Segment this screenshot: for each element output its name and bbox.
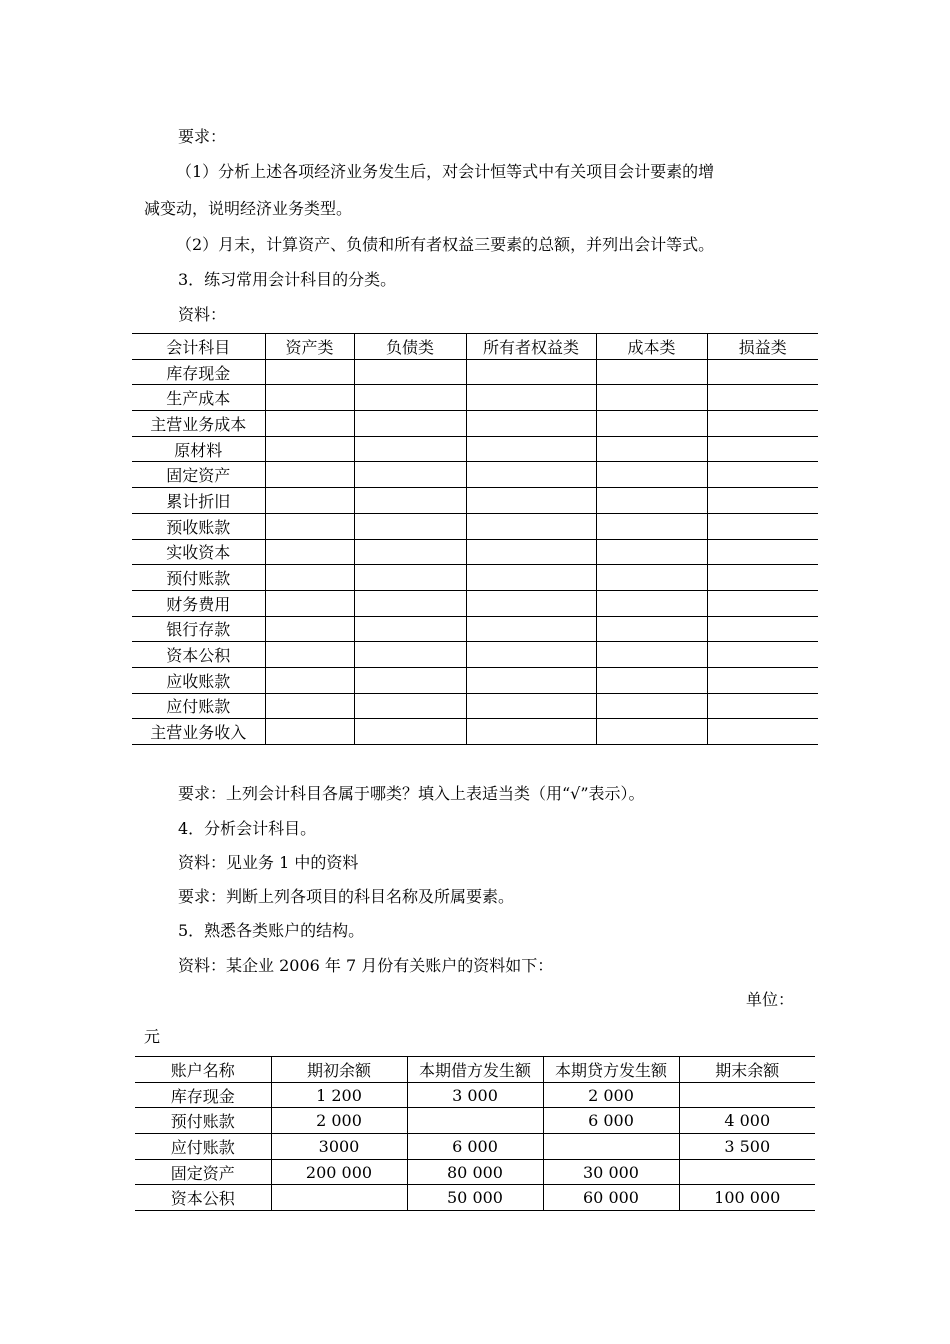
account-name-cell: 预收账款 bbox=[132, 513, 265, 539]
column-header: 负债类 bbox=[354, 334, 466, 360]
unit-value: 元 bbox=[144, 1027, 161, 1046]
amount-cell[interactable]: 3 000 bbox=[407, 1082, 543, 1108]
account-name-cell: 应收账款 bbox=[132, 667, 265, 693]
classification-cell[interactable] bbox=[265, 539, 354, 565]
amount-cell[interactable] bbox=[543, 1134, 679, 1160]
account-name-cell: 实收资本 bbox=[132, 539, 265, 565]
classification-cell[interactable] bbox=[354, 642, 466, 668]
account-classification-table bbox=[132, 333, 818, 745]
account-name-cell: 原材料 bbox=[132, 436, 265, 462]
requirement-1-continued: 减变动，说明经济业务类型。 bbox=[144, 199, 353, 218]
classification-cell[interactable] bbox=[596, 565, 707, 591]
classification-cell[interactable] bbox=[596, 719, 707, 745]
classification-cell[interactable] bbox=[265, 616, 354, 642]
classification-cell[interactable] bbox=[265, 513, 354, 539]
classification-cell[interactable] bbox=[466, 642, 596, 668]
exercise-3-title: 3．练习常用会计科目的分类。 bbox=[178, 270, 397, 289]
amount-cell[interactable] bbox=[407, 1108, 543, 1134]
classification-cell[interactable] bbox=[707, 385, 818, 411]
classification-cell[interactable] bbox=[466, 513, 596, 539]
classification-cell[interactable] bbox=[354, 719, 466, 745]
table-row bbox=[135, 1134, 815, 1160]
table-header-row bbox=[135, 1057, 815, 1083]
exercise-5-data: 资料：某企业 2006 年 7 月份有关账户的资料如下： bbox=[178, 956, 554, 975]
table-row bbox=[132, 462, 818, 488]
amount-cell[interactable]: 2 000 bbox=[271, 1108, 407, 1134]
column-header: 账户名称 bbox=[135, 1057, 271, 1083]
amount-cell[interactable]: 200 000 bbox=[271, 1159, 407, 1185]
classification-cell[interactable] bbox=[596, 436, 707, 462]
account-name-cell: 库存现金 bbox=[135, 1082, 271, 1108]
amount-cell[interactable]: 6 000 bbox=[543, 1108, 679, 1134]
classification-cell[interactable] bbox=[707, 616, 818, 642]
table-row bbox=[132, 411, 818, 437]
amount-cell[interactable]: 50 000 bbox=[407, 1185, 543, 1211]
table-row bbox=[132, 385, 818, 411]
exercise-4-requirement: 要求：判断上列各项目的科目名称及所属要素。 bbox=[178, 887, 515, 906]
exercise-5-title: 5．熟悉各类账户的结构。 bbox=[178, 921, 365, 940]
amount-cell[interactable]: 1 200 bbox=[271, 1082, 407, 1108]
table-row bbox=[135, 1159, 815, 1185]
classification-cell[interactable] bbox=[354, 513, 466, 539]
requirement-1: （1）分析上述各项经济业务发生后，对会计恒等式中有关项目会计要素的增 bbox=[176, 162, 715, 181]
classification-cell[interactable] bbox=[596, 642, 707, 668]
classification-cell[interactable] bbox=[265, 642, 354, 668]
account-name-cell: 预付账款 bbox=[135, 1108, 271, 1134]
amount-cell[interactable] bbox=[271, 1185, 407, 1211]
classification-cell[interactable] bbox=[265, 411, 354, 437]
amount-cell[interactable]: 6 000 bbox=[407, 1134, 543, 1160]
table-header-row bbox=[132, 334, 818, 360]
classification-cell[interactable] bbox=[466, 616, 596, 642]
classification-cell[interactable] bbox=[596, 590, 707, 616]
account-name-cell: 预付账款 bbox=[132, 565, 265, 591]
classification-cell[interactable] bbox=[354, 693, 466, 719]
exercise-3-data-label: 资料： bbox=[178, 305, 227, 324]
column-header: 会计科目 bbox=[132, 334, 265, 360]
column-header: 期初余额 bbox=[271, 1057, 407, 1083]
classification-cell[interactable] bbox=[596, 488, 707, 514]
column-header: 期末余额 bbox=[679, 1057, 815, 1083]
table-row bbox=[132, 436, 818, 462]
table-row bbox=[132, 488, 818, 514]
classification-cell[interactable] bbox=[265, 462, 354, 488]
account-name-cell: 生产成本 bbox=[132, 385, 265, 411]
classification-cell[interactable] bbox=[466, 488, 596, 514]
account-name-cell: 应付账款 bbox=[135, 1134, 271, 1160]
account-name-cell: 累计折旧 bbox=[132, 488, 265, 514]
amount-cell[interactable]: 3 500 bbox=[679, 1134, 815, 1160]
classification-cell[interactable] bbox=[265, 565, 354, 591]
account-balances-table bbox=[135, 1056, 815, 1211]
classification-cell[interactable] bbox=[707, 539, 818, 565]
table-row bbox=[135, 1082, 815, 1108]
amount-cell[interactable]: 30 000 bbox=[543, 1159, 679, 1185]
table-row bbox=[132, 565, 818, 591]
account-name-cell: 财务费用 bbox=[132, 590, 265, 616]
classification-cell[interactable] bbox=[354, 539, 466, 565]
classification-cell[interactable] bbox=[354, 462, 466, 488]
classification-cell[interactable] bbox=[707, 667, 818, 693]
table-row bbox=[132, 616, 818, 642]
account-name-cell: 主营业务成本 bbox=[132, 411, 265, 437]
classification-cell[interactable] bbox=[354, 411, 466, 437]
classification-cell[interactable] bbox=[596, 693, 707, 719]
classification-cell[interactable] bbox=[707, 359, 818, 385]
column-header: 本期贷方发生额 bbox=[543, 1057, 679, 1083]
classification-cell[interactable] bbox=[707, 642, 818, 668]
requirement-2: （2）月末，计算资产、负债和所有者权益三要素的总额，并列出会计等式。 bbox=[176, 235, 715, 254]
classification-cell[interactable] bbox=[354, 385, 466, 411]
exercise-3-requirement: 要求：上列会计科目各属于哪类？填入上表适当类（用“√”表示）。 bbox=[178, 784, 645, 803]
amount-cell[interactable]: 100 000 bbox=[679, 1185, 815, 1211]
classification-cell[interactable] bbox=[466, 385, 596, 411]
classification-cell[interactable] bbox=[707, 565, 818, 591]
classification-cell[interactable] bbox=[596, 385, 707, 411]
classification-cell[interactable] bbox=[707, 411, 818, 437]
classification-cell[interactable] bbox=[707, 462, 818, 488]
classification-cell[interactable] bbox=[596, 359, 707, 385]
classification-cell[interactable] bbox=[596, 513, 707, 539]
table-row bbox=[132, 667, 818, 693]
table-row bbox=[135, 1108, 815, 1134]
classification-cell[interactable] bbox=[707, 488, 818, 514]
account-name-cell: 应付账款 bbox=[132, 693, 265, 719]
classification-cell[interactable] bbox=[265, 359, 354, 385]
account-name-cell: 银行存款 bbox=[132, 616, 265, 642]
classification-cell[interactable] bbox=[466, 565, 596, 591]
classification-cell[interactable] bbox=[596, 462, 707, 488]
classification-cell[interactable] bbox=[596, 616, 707, 642]
account-name-cell: 固定资产 bbox=[135, 1159, 271, 1185]
classification-cell[interactable] bbox=[707, 719, 818, 745]
classification-cell[interactable] bbox=[707, 693, 818, 719]
column-header: 成本类 bbox=[596, 334, 707, 360]
classification-cell[interactable] bbox=[707, 436, 818, 462]
classification-cell[interactable] bbox=[354, 667, 466, 693]
classification-cell[interactable] bbox=[354, 590, 466, 616]
column-header: 所有者权益类 bbox=[466, 334, 596, 360]
classification-cell[interactable] bbox=[354, 359, 466, 385]
classification-cell[interactable] bbox=[596, 667, 707, 693]
classification-cell[interactable] bbox=[354, 565, 466, 591]
classification-cell[interactable] bbox=[466, 539, 596, 565]
account-name-cell: 主营业务收入 bbox=[132, 719, 265, 745]
classification-cell[interactable] bbox=[596, 539, 707, 565]
classification-cell[interactable] bbox=[707, 513, 818, 539]
classification-cell[interactable] bbox=[265, 488, 354, 514]
amount-cell[interactable] bbox=[679, 1159, 815, 1185]
table-row bbox=[132, 539, 818, 565]
classification-cell[interactable] bbox=[354, 488, 466, 514]
classification-cell[interactable] bbox=[707, 590, 818, 616]
classification-cell[interactable] bbox=[265, 385, 354, 411]
classification-cell[interactable] bbox=[466, 462, 596, 488]
classification-cell[interactable] bbox=[466, 693, 596, 719]
column-header: 资产类 bbox=[265, 334, 354, 360]
classification-cell[interactable] bbox=[596, 411, 707, 437]
classification-cell[interactable] bbox=[466, 436, 596, 462]
classification-cell[interactable] bbox=[265, 667, 354, 693]
account-name-cell: 资本公积 bbox=[135, 1185, 271, 1211]
classification-cell[interactable] bbox=[354, 436, 466, 462]
column-header: 损益类 bbox=[707, 334, 818, 360]
table-row bbox=[132, 513, 818, 539]
exercise-4-title: 4．分析会计科目。 bbox=[178, 819, 317, 838]
amount-cell[interactable]: 3000 bbox=[271, 1134, 407, 1160]
table-row bbox=[132, 359, 818, 385]
classification-cell[interactable] bbox=[265, 590, 354, 616]
table-row bbox=[135, 1185, 815, 1211]
table-row bbox=[132, 693, 818, 719]
classification-cell[interactable] bbox=[265, 693, 354, 719]
classification-cell[interactable] bbox=[466, 359, 596, 385]
exercise-4-data: 资料：见业务 1 中的资料 bbox=[178, 853, 359, 872]
classification-cell[interactable] bbox=[466, 719, 596, 745]
account-name-cell: 固定资产 bbox=[132, 462, 265, 488]
table-row bbox=[132, 590, 818, 616]
account-name-cell: 资本公积 bbox=[132, 642, 265, 668]
classification-cell[interactable] bbox=[265, 436, 354, 462]
amount-cell[interactable]: 2 000 bbox=[543, 1082, 679, 1108]
table-row bbox=[132, 642, 818, 668]
amount-cell[interactable]: 60 000 bbox=[543, 1185, 679, 1211]
unit-label: 单位： bbox=[746, 990, 795, 1009]
amount-cell[interactable]: 80 000 bbox=[407, 1159, 543, 1185]
column-header: 本期借方发生额 bbox=[407, 1057, 543, 1083]
table-row bbox=[132, 719, 818, 745]
amount-cell[interactable]: 4 000 bbox=[679, 1108, 815, 1134]
classification-cell[interactable] bbox=[466, 667, 596, 693]
classification-cell[interactable] bbox=[466, 411, 596, 437]
classification-cell[interactable] bbox=[466, 590, 596, 616]
classification-cell[interactable] bbox=[265, 719, 354, 745]
amount-cell[interactable] bbox=[679, 1082, 815, 1108]
requirements-heading: 要求： bbox=[178, 127, 227, 146]
account-name-cell: 库存现金 bbox=[132, 359, 265, 385]
classification-cell[interactable] bbox=[354, 616, 466, 642]
